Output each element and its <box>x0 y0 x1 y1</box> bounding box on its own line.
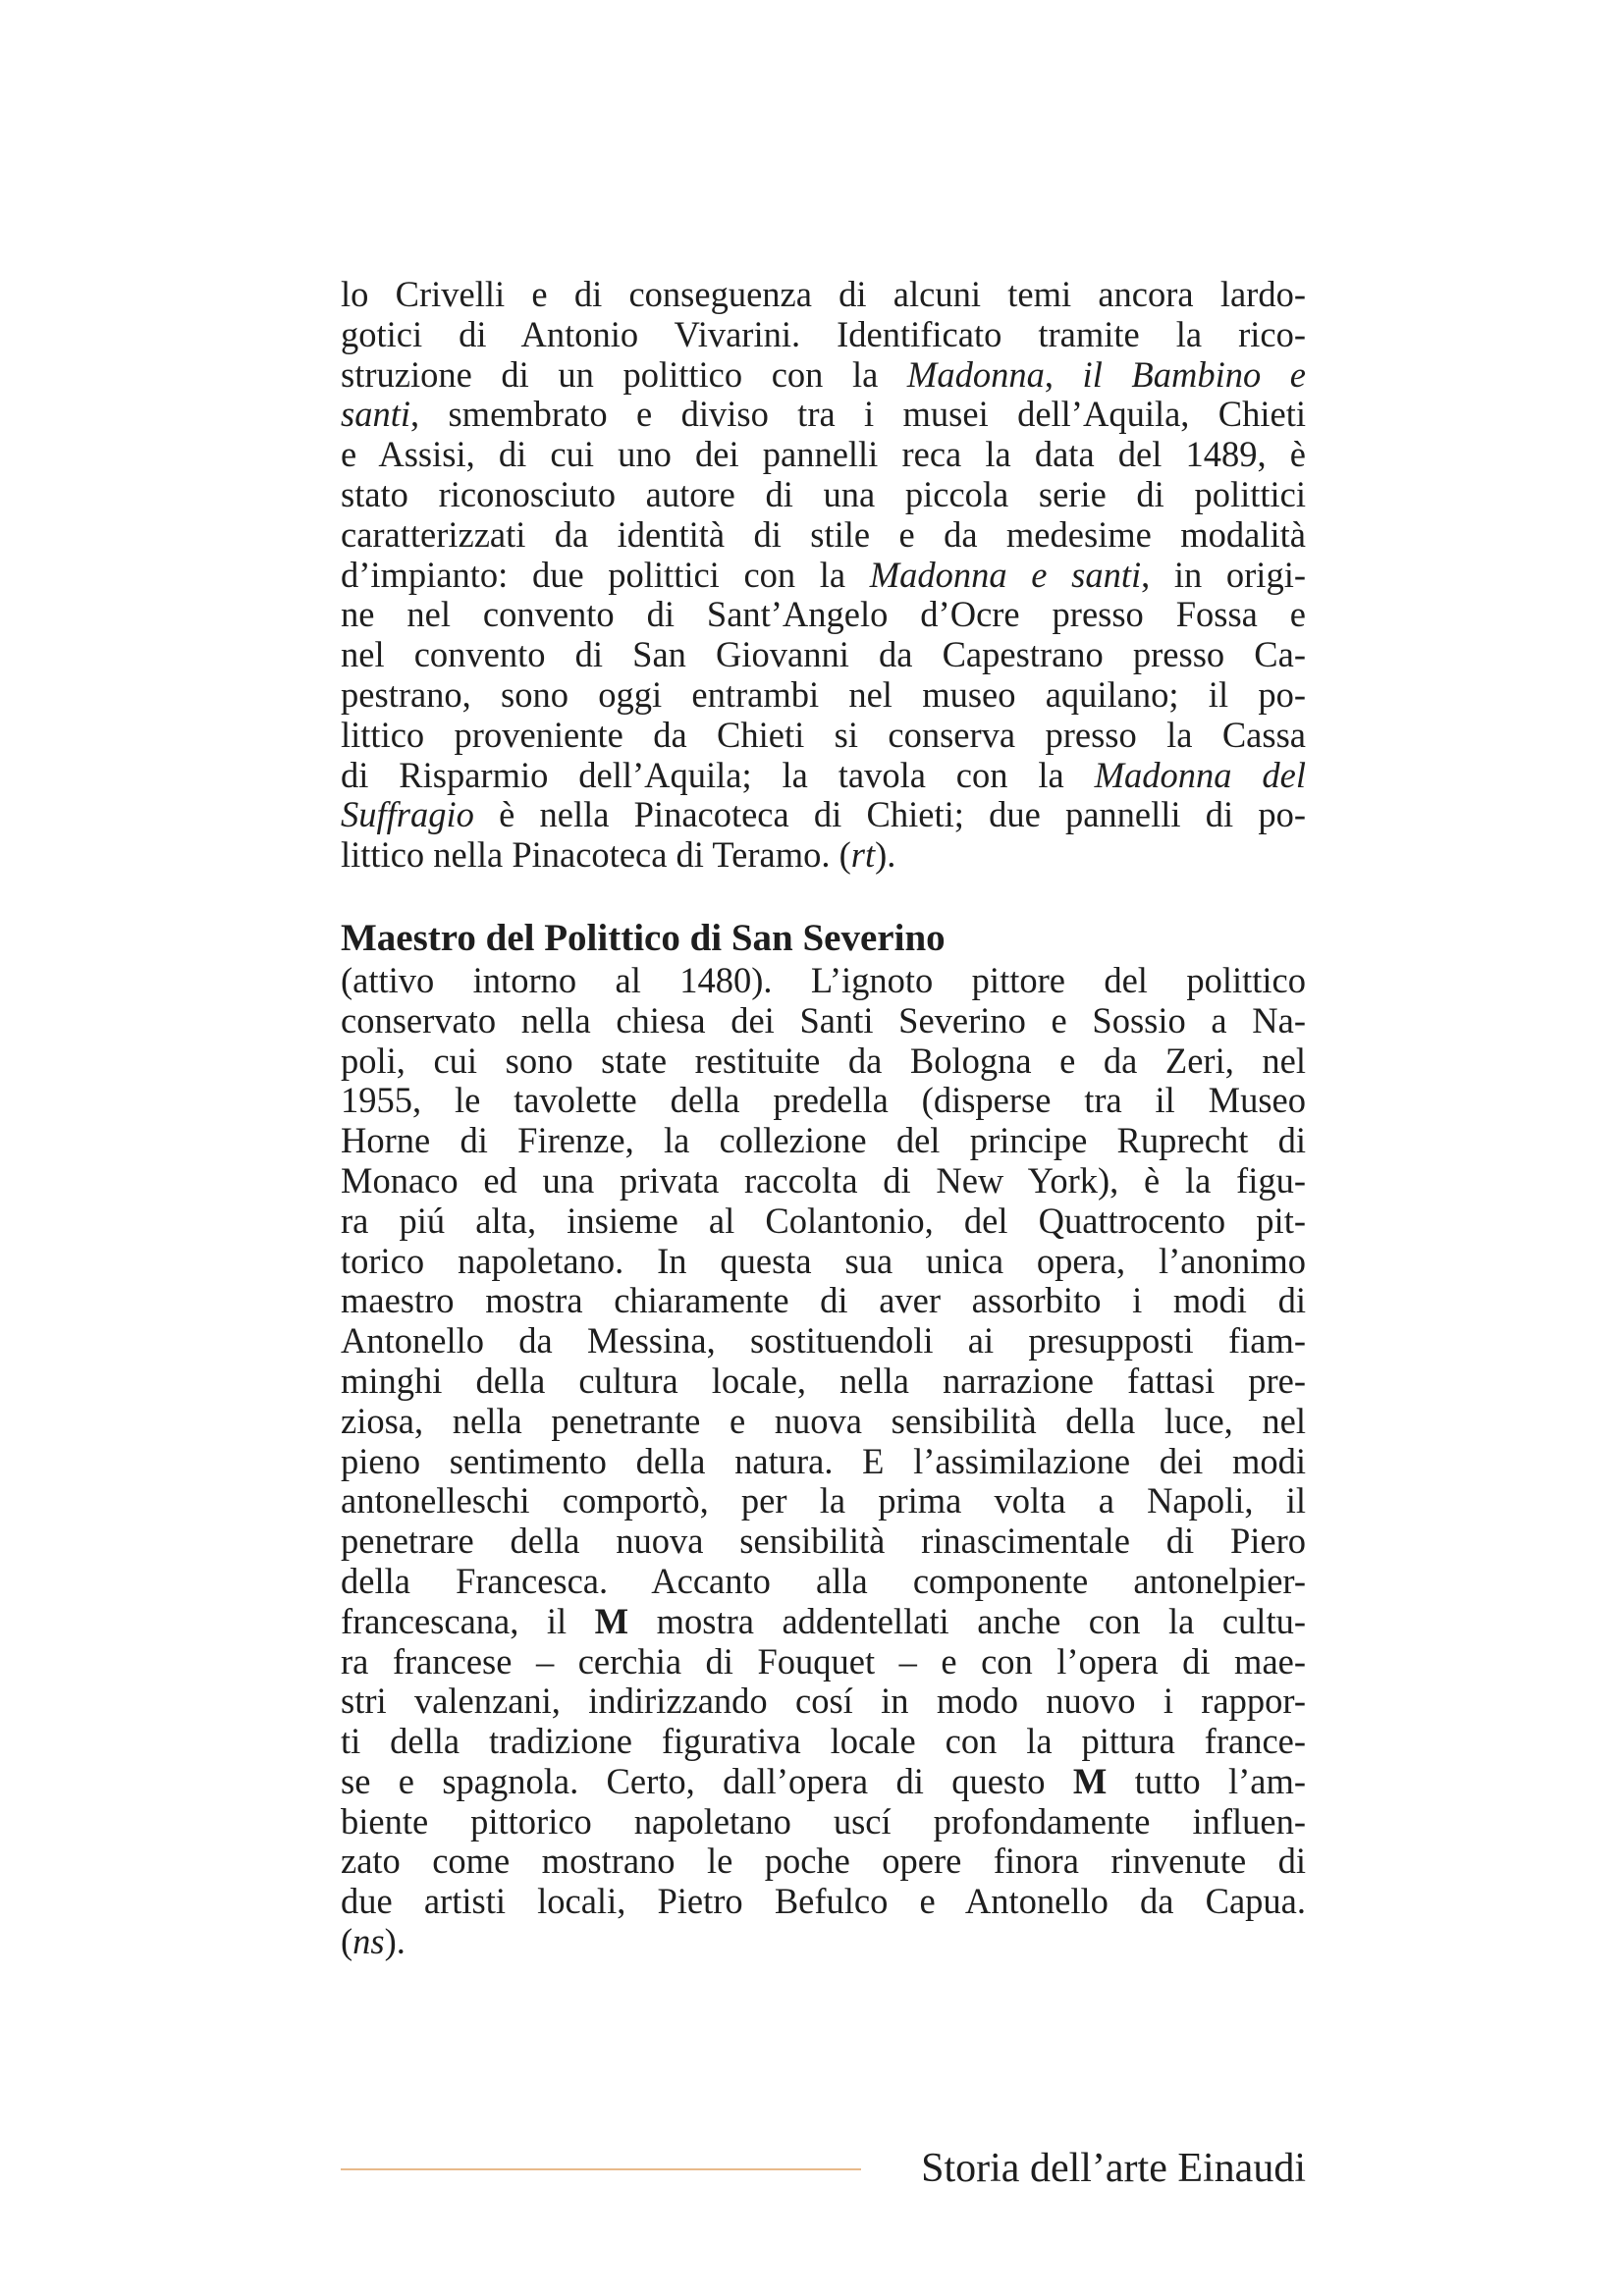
text-line: maestro mostra chiaramente di aver assorbito i modi di <box>341 1280 1306 1321</box>
text-line: torico napoletano. In questa sua unica opera, l’anonimo <box>341 1240 1306 1281</box>
footer-rule <box>341 2168 861 2170</box>
text-line: Monaco ed una privata raccolta di New York), è la figu- <box>341 1159 1306 1201</box>
text-line: pestrano, sono oggi entrambi nel museo aquilano; il po- <box>341 673 1306 715</box>
text-line: santi, smembrato e diviso tra i musei dell’Aquila, Chieti <box>341 394 1306 435</box>
italic-title: Madonna e santi <box>869 554 1142 595</box>
text-line: ra piú alta, insieme al Colantonio, del Quattrocento pit- <box>341 1200 1306 1241</box>
italic-title: rt <box>850 834 876 876</box>
text-line: Suffragio è nella Pinacoteca di Chieti; due pannelli di po- <box>341 794 1306 835</box>
text-line: d’impianto: due polittici con la Madonna e santi, in origi- <box>341 554 1306 595</box>
text-line: di Risparmio dell’Aquila; la tavola con la Madonna del <box>341 754 1307 795</box>
text-line: conservato nella chiesa dei Santi Severino e Sossio a Na- <box>341 999 1306 1041</box>
text-line: francescana, il M mostra addentellati anche con la cultu- <box>341 1600 1306 1641</box>
text-line: e Assisi, di cui uno dei pannelli reca la data del 1489, è <box>341 434 1306 475</box>
italic-title: Madonna <box>906 353 1045 395</box>
text-line: minghi della cultura locale, nella narrazione fattasi pre- <box>341 1360 1306 1401</box>
page-footer <box>341 2145 1306 2194</box>
text-line: (attivo intorno al 1480). L’ignoto pittore del polittico <box>341 959 1306 1000</box>
text-line: zato come mostrano le poche opere finora rinvenute di <box>341 1841 1306 1882</box>
text-line: caratterizzati da identità di stile e da medesime modalità <box>341 513 1306 555</box>
text-line: Antonello da Messina, sostituendoli ai presupposti fiam- <box>341 1320 1306 1362</box>
text-line: se e spagnola. Certo, dall’opera di questo M tutto l’am- <box>341 1760 1306 1801</box>
text-line: Horne di Firenze, la collezione del principe Ruprecht di <box>341 1120 1306 1161</box>
italic-title: Madonna del <box>1094 754 1307 795</box>
entry-continuation-paragraph <box>341 275 1306 876</box>
text-line: struzione di un polittico con la Madonna, il Bambino e <box>341 353 1307 395</box>
text-line: littico nella Pinacoteca di Teramo. (rt). <box>341 834 896 876</box>
footer-title: Storia dell’arte Einaudi <box>921 2146 1306 2191</box>
text-line: ra francese – cerchia di Fouquet – e con l’opera di mae- <box>341 1640 1306 1682</box>
text-line: poli, cui sono state restituite da Bologna e da Zeri, nel <box>341 1040 1306 1081</box>
italic-title: Suffragio <box>341 794 474 835</box>
text-line: antonelleschi comportò, per la prima volta a Napoli, il <box>341 1480 1306 1522</box>
italic-title: il Bambino e <box>1082 353 1307 395</box>
text-line: littico proveniente da Chieti si conserva presso la Cassa <box>341 714 1306 755</box>
text-line: lo Crivelli e di conseguenza di alcuni temi ancora lardo- <box>341 274 1306 314</box>
text-line: nel convento di San Giovanni da Capestrano presso Ca- <box>341 634 1306 675</box>
entry-heading: Maestro del Polittico di San Severino <box>341 916 946 959</box>
text-line: ti della tradizione figurativa locale con la pittura france- <box>341 1721 1306 1762</box>
text-line: stri valenzani, indirizzando cosí in modo nuovo i rappor- <box>341 1681 1306 1722</box>
text-line: della Francesca. Accanto alla componente antonelpier- <box>341 1560 1306 1601</box>
italic-title: ns <box>352 1921 385 1962</box>
entry-paragraph <box>341 961 1306 1962</box>
text-line: stato riconosciuto autore di una piccola serie di polittici <box>341 473 1306 514</box>
text-line: (ns). <box>341 1921 406 1962</box>
text-line: biente pittorico napoletano uscí profondamente influen- <box>341 1800 1306 1842</box>
text-line: ziosa, nella penetrante e nuova sensibilità della luce, nel <box>341 1400 1306 1441</box>
italic-title: santi <box>341 394 410 435</box>
page-body <box>341 275 1306 1962</box>
text-line: gotici di Antonio Vivarini. Identificato tramite la rico- <box>341 313 1306 354</box>
bold-abbreviation: M <box>1072 1760 1108 1801</box>
text-line: pieno sentimento della natura. E l’assimilazione dei modi <box>341 1440 1306 1481</box>
text-line: penetrare della nuova sensibilità rinascimentale di Piero <box>341 1521 1306 1562</box>
text-line: ne nel convento di Sant’Angelo d’Ocre presso Fossa e <box>341 594 1306 635</box>
text-line: due artisti locali, Pietro Befulco e Antonello da Capua. <box>341 1881 1306 1922</box>
text-line: 1955, le tavolette della predella (disperse tra il Museo <box>341 1080 1306 1121</box>
bold-abbreviation: M <box>594 1600 629 1641</box>
